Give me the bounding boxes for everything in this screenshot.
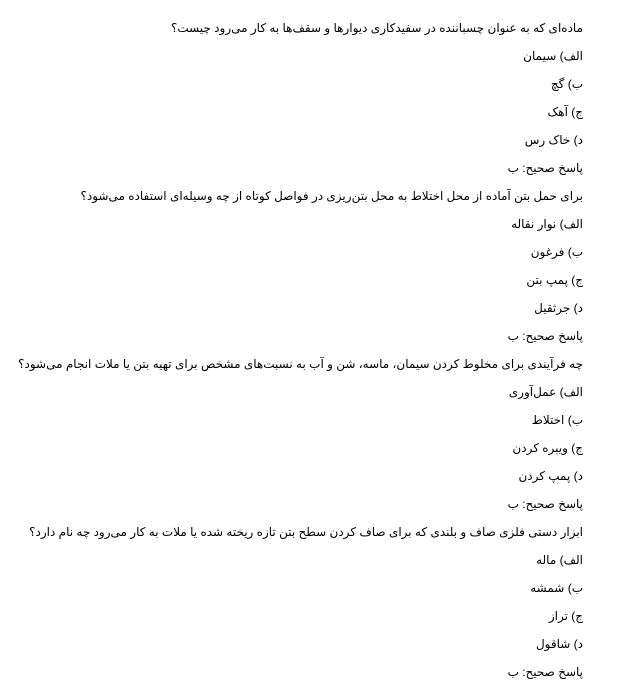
question-4-text: ابزار دستی فلزی صاف و بلندی که برای صاف کردن سطح بتن تازه ریخته شده یا ملات به کار می‌رود چه نام دارد؟ bbox=[29, 525, 583, 539]
question-3-option-c: ج) ویبره کردن bbox=[512, 441, 583, 455]
question-2-option-d: د) جرثقیل bbox=[534, 301, 583, 315]
question-4-option-d: د) شاقول bbox=[535, 637, 583, 651]
question-4-option-b: ب) شمشه bbox=[530, 581, 583, 595]
question-1-option-b: ب) گچ bbox=[550, 77, 583, 91]
question-3-text: چه فرآیندی برای مخلوط کردن سیمان، ماسه، شن و آب به نسبت‌های مشخص برای تهیه بتن یا ملات انجام می‌شود؟ bbox=[18, 357, 583, 371]
question-3-option-d: د) پمپ کردن bbox=[518, 469, 583, 483]
question-2-option-a: الف) نوار نقاله bbox=[511, 217, 583, 231]
question-2-option-c: ج) پمپ بتن bbox=[526, 273, 583, 287]
question-2-option-b: ب) فرغون bbox=[530, 245, 583, 259]
question-3-answer: پاسخ صحیح: ب bbox=[507, 497, 583, 511]
question-1-option-a: الف) سیمان bbox=[523, 49, 583, 63]
question-1-option-d: د) خاک رس bbox=[524, 133, 583, 147]
question-1-answer: پاسخ صحیح: ب bbox=[507, 161, 583, 175]
question-3-option-b: ب) اختلاط bbox=[531, 413, 583, 427]
question-4-answer: پاسخ صحیح: ب bbox=[507, 665, 583, 679]
question-1-option-c: ج) آهک bbox=[547, 105, 583, 119]
question-3-option-a: الف) عمل‌آوری bbox=[508, 385, 583, 399]
question-4-option-a: الف) ماله bbox=[536, 553, 583, 567]
question-2-text: برای حمل بتن آماده از محل اختلاط به محل بتن‌ریزی در فواصل کوتاه از چه وسیله‌ای استفاده می‌شود؟ bbox=[80, 189, 583, 203]
question-2-answer: پاسخ صحیح: ب bbox=[507, 329, 583, 343]
question-4-option-c: ج) تراز bbox=[548, 609, 583, 623]
question-1-text: ماده‌ای که به عنوان چسباننده در سفیدکاری دیوارها و سقف‌ها به کار می‌رود چیست؟ bbox=[170, 21, 583, 35]
